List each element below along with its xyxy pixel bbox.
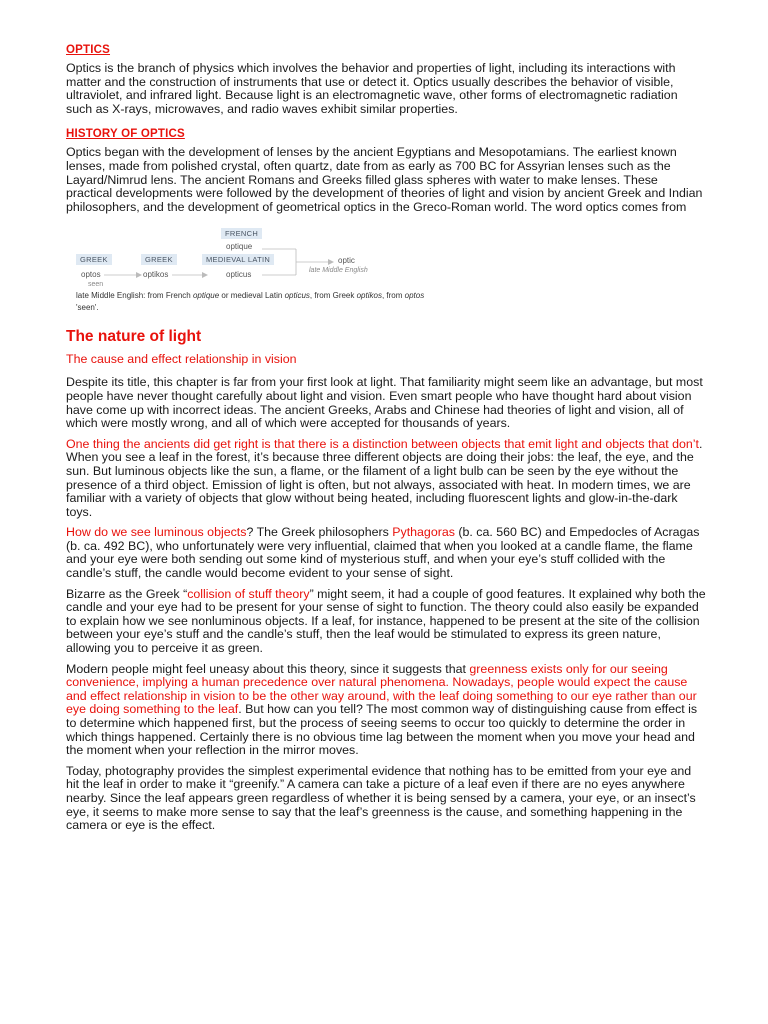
etym-french-label: FRENCH bbox=[221, 228, 262, 239]
history-paragraph: Optics began with the development of lenses by the ancient Egyptians and Mesopotamians. The earliest known lenses, made from polished crystal, often quartz, date from as early as 700 BC for Assyrian lenses such as the Layard/Nimrud lens. The ancient Romans and Greeks filled glass spheres with water to make lenses. These practical developments were followed by the development of theories of light and vision by ancient Greek and Indian philosophers, and the development of geometrical optics in the Greco-Roman world. The word optics comes from bbox=[66, 145, 703, 214]
body-text: ” might seem, it had a couple of good features. It explained why both the candle and your eye had to be present for your sense of sight to function. The theory could also easily be expanded to explain how we see nonluminous objects. If a leaf, for instance, happened to be present at the site of the collision between your eye’s stuff and the candle’s stuff, then the leaf would be stimulated to express its green nature, allowing you to perceive it as green. bbox=[66, 586, 706, 656]
optics-heading[interactable]: OPTICS bbox=[66, 44, 111, 56]
nature-title: The nature of light bbox=[66, 328, 202, 346]
body-text: (b. ca. 560 BC) and Empedocles of Acragas (b. ca. 492 BC), who unfortunately were very influential, claimed that when you looked at a candle flame, the flame and your eye were both sending out some kind of mysterious stuff, and when your eye’s stuff collided with the candle’s stuff, the candle would become evident to your sense of sight. bbox=[66, 525, 700, 581]
body-text: Bizarre as the Greek “ bbox=[66, 586, 188, 601]
nature-paragraph-4 bbox=[66, 588, 706, 656]
note-text: , from Greek bbox=[309, 291, 357, 301]
etym-greek1-label: GREEK bbox=[76, 254, 112, 265]
note-text: 'seen'. bbox=[76, 303, 99, 313]
note-term: optos bbox=[404, 291, 425, 301]
body-text: Modern people might feel uneasy about this theory, since it suggests that bbox=[66, 661, 470, 676]
highlight-text: Pythagoras bbox=[392, 525, 455, 540]
history-heading[interactable]: HISTORY OF OPTICS bbox=[66, 128, 185, 141]
etym-greek1-gloss: seen bbox=[88, 281, 104, 289]
etym-greek2-label: GREEK bbox=[141, 254, 177, 265]
etym-french-word: optique bbox=[226, 242, 253, 252]
etym-result-word: optic bbox=[338, 256, 355, 266]
etym-greek1-word: optos bbox=[81, 270, 101, 280]
nature-paragraph-2 bbox=[66, 438, 706, 520]
body-text: ? The Greek philosophers bbox=[246, 525, 393, 540]
highlight-text: greenness exists only for our seeing convenience, implying a human precedence over natural phenomena. Nowadays, people would expect the cause and effect relationship in vision to be the other way around, with the leaf doing something to our eye rather than our eye doing something to the leaf bbox=[66, 661, 697, 717]
note-term: opticus bbox=[284, 291, 310, 301]
etymology-diagram bbox=[66, 220, 706, 318]
note-text: or medieval Latin bbox=[219, 291, 285, 301]
etymology-note bbox=[76, 290, 596, 314]
etym-greek2-word: optikos bbox=[143, 270, 169, 280]
optics-paragraph: Optics is the branch of physics which involves the behavior and properties of light, including its interactions with matter and the construction of instruments that use or detect it. Optics usually describes the behavior of visible, ultraviolet, and infrared light. Because light is an electromagnetic wave, other forms of electromagnetic radiation such as X-rays, microwaves, and radio waves exhibit similar properties. bbox=[66, 61, 678, 116]
nature-paragraph-1: Despite its title, this chapter is far from your first look at light. That familiarity might seem like an advantage, but most people have never thought carefully about light and vision. Even smart people who have thought hard about vision have come up with incorrect ideas. The ancient Greeks, Arabs and Chinese had theories of light and vision, all of which were mostly wrong, and all of which were accepted for thousands of years. bbox=[66, 375, 703, 431]
etym-latin-label: MEDIEVAL LATIN bbox=[202, 254, 274, 265]
highlight-text: collision of stuff theory bbox=[187, 586, 310, 601]
nature-paragraph-5 bbox=[66, 663, 706, 758]
body-text: . But how can you tell? The most common way of distinguishing cause from effect is to determine which happened first, but the process of seeing seems to occur too quickly to determine the order in which things happened. Certainly there is no obvious time lag between the moment when you move your head and the moment when your reflection in the mirror moves. bbox=[66, 702, 698, 758]
note-term: optique bbox=[192, 291, 220, 301]
highlight-text: How do we see luminous objects bbox=[66, 525, 247, 540]
etym-result-gloss: late Middle English bbox=[309, 267, 368, 275]
note-term: optikos bbox=[356, 291, 382, 301]
body-text: . When you see a leaf in the forest, it’s because three different objects are doing their jobs: the leaf, the eye, and the sun. But luminous objects like the sun, a flame, or the filament of a light bulb can be seen by the eye without the presence of a third object. Emission of light is often, but not always, associated with heat. In modern times, we are familiar with a variety of objects that glow without being heated, including fluorescent lights and glow-in-the-dark toys. bbox=[66, 436, 703, 519]
highlight-text: One thing the ancients did get right is that there is a distinction between objects that emit light and objects that don’t bbox=[66, 436, 699, 451]
document-page bbox=[66, 44, 706, 840]
etym-latin-word: opticus bbox=[226, 270, 252, 280]
nature-subtitle: The cause and effect relationship in vision bbox=[66, 352, 297, 367]
note-text: , from bbox=[381, 291, 405, 301]
nature-paragraph-3 bbox=[66, 526, 706, 580]
note-text: late Middle English: from French bbox=[76, 291, 193, 301]
nature-paragraph-6: Today, photography provides the simplest experimental evidence that nothing has to be emitted from your eye and hit the leaf in order to make it “greenify.” A camera can take a picture of a leaf even if there are no eyes anywhere nearby. Since the leaf appears green regardless of whether it is being sensed by a camera, your eye, or an insect’s eye, it seems to make more sense to say that the leaf’s greenness is the cause, and something happening in the camera or eye is the effect. bbox=[66, 763, 696, 833]
